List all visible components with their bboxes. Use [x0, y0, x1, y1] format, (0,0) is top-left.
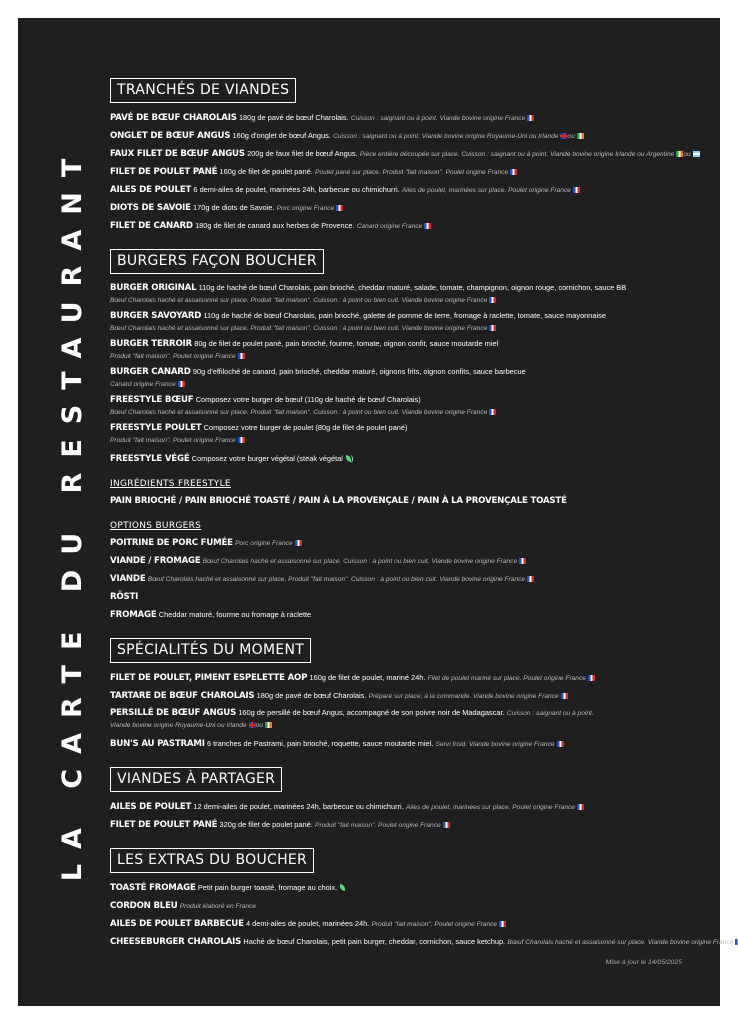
item-desc: 180g de pavé de bœuf Charolais. — [238, 113, 349, 122]
menu-item — [110, 163, 710, 181]
section-title: SPÉCIALITÉS DU MOMENT — [110, 638, 311, 663]
item-note: Produit "fait maison". Poulet origine France — [371, 921, 498, 928]
uk-flag-icon — [249, 722, 256, 728]
item-note: Cuisson : saignant ou à point. Viande bovine origine Royaume-Uni ou Irlande — [333, 133, 559, 140]
section-title: VIANDES À PARTAGER — [110, 767, 282, 792]
france-flag-icon — [489, 325, 496, 331]
menu-item — [110, 450, 710, 468]
section-extras — [110, 848, 734, 951]
item-note: Canard origine France — [110, 381, 176, 388]
menu-item — [110, 109, 710, 127]
item-name: BURGER ORIGINAL — [110, 283, 197, 293]
option-item — [110, 588, 710, 606]
uk-flag-icon — [560, 133, 567, 139]
section-title: TRANCHÉS DE VIANDES — [110, 78, 296, 103]
item-name: FAUX FILET DE BŒUF ANGUS — [110, 149, 245, 159]
item-desc: 6 tranches de Pastrami, pain brioché, roquette, sauce moutarde miel. — [206, 739, 434, 748]
item-or: ou — [567, 133, 575, 140]
update-date: Mise à jour le 14/05/2025 — [605, 959, 682, 966]
france-flag-icon — [557, 741, 564, 747]
item-name: PAVÉ DE BŒUF CHAROLAIS — [110, 113, 237, 123]
item-note: Cuisson : saignant ou à point. Viande bovine origine France — [350, 115, 526, 122]
option-name: VIANDE — [110, 574, 146, 584]
item-note: Bœuf Charolais haché et assaisonné sur place. Produit "fait maison". Cuisson : à point ou bien cuit. Viande bovine origine France — [110, 409, 488, 416]
item-name: FREESTYLE VÉGÉ — [110, 454, 190, 464]
option-item — [110, 552, 710, 570]
item-note: Produit "fait maison". Poulet origine France — [110, 437, 236, 444]
france-flag-icon — [519, 558, 526, 564]
france-flag-icon — [510, 169, 517, 175]
item-desc: 180g de filet de canard aux herbes de Provence. — [195, 221, 355, 230]
item-desc: 110g de haché de bœuf Charolais, pain brioché, galette de pomme de terre, fromage à raclette, tomate, sauce mayonnaise — [203, 311, 606, 320]
france-flag-icon — [588, 675, 595, 681]
ireland-flag-icon — [265, 722, 272, 728]
item-name: DIOTS DE SAVOIE — [110, 203, 191, 213]
menu-card — [18, 18, 734, 1006]
item-desc: 12 demi-ailes de poulet, marinées 24h, barbecue ou chimichurri. — [193, 802, 404, 811]
item-note: Ailes de poulet, marinées sur place. Poulet origine France — [401, 187, 571, 194]
item-note: Filet de poulet mariné sur place. Poulet origine France — [427, 675, 586, 682]
france-flag-icon — [295, 540, 302, 546]
item-note: Produit "fait maison". Poulet origine France — [315, 822, 441, 829]
section-title: BURGERS FAÇON BOUCHER — [110, 249, 324, 274]
breads-list — [110, 492, 710, 510]
item-or: ou — [683, 151, 691, 158]
item-note: Servi froid. Viande bovine origine France — [435, 741, 555, 748]
item-note: Canard origine France — [356, 223, 423, 230]
menu-item — [110, 897, 710, 915]
item-desc: Haché de bœuf Charolais, petit pain burger, cheddar, cornichon, sauce ketchup. — [243, 937, 506, 946]
section-specialites — [110, 638, 710, 753]
item-note: Bœuf Charolais haché et assaisonné sur place. Produit "fait maison". Cuisson : à point ou bien cuit. Viande bovine origine France — [110, 297, 488, 304]
option-name: RÖSTI — [110, 592, 139, 602]
item-desc: 90g d'effiloché de canard, pain brioché, cheddar maturé, oignons frits, oignon confits, sauce barbecue — [192, 367, 526, 376]
item-name: TOASTÉ FROMAGE — [110, 883, 196, 893]
france-flag-icon — [443, 822, 450, 828]
menu-item — [110, 282, 710, 306]
france-flag-icon — [424, 223, 431, 229]
option-name: FROMAGE — [110, 610, 157, 620]
item-name: FILET DE POULET PANÉ — [110, 820, 218, 830]
menu-item — [110, 879, 710, 897]
item-desc: Composez votre burger végétal (steak végétal — [191, 454, 343, 463]
france-flag-icon — [489, 297, 496, 303]
ireland-flag-icon — [577, 133, 584, 139]
france-flag-icon — [573, 187, 580, 193]
vertical-title: LA CARTE DU RESTAURANT — [57, 143, 89, 881]
france-flag-icon — [577, 804, 584, 810]
option-item — [110, 570, 710, 588]
menu-item — [110, 394, 710, 418]
menu-item — [110, 181, 710, 199]
subheading-options: OPTIONS BURGERS — [110, 521, 202, 531]
item-desc: Petit pain burger toasté, fromage au choix. — [197, 883, 338, 892]
item-name: FREESTYLE POULET — [110, 423, 202, 433]
menu-item — [110, 816, 710, 834]
option-name: POITRINE DE PORC FUMÉE — [110, 538, 233, 548]
menu-item — [110, 310, 710, 334]
menu-item — [110, 687, 710, 705]
item-desc: 4 demi-ailes de poulet, marinées 24h. — [245, 919, 370, 928]
item-desc: 110g de haché de bœuf Charolais, pain brioché, cheddar maturé, salade, tomate, champignon, oignon rouge, cornichon, sauce BB — [198, 283, 627, 292]
item-name: AILES DE POULET — [110, 802, 192, 812]
menu-item — [110, 798, 710, 816]
item-note: Produit "fait maison". Poulet origine France — [110, 353, 236, 360]
item-desc: 320g de filet de poulet pané. — [219, 820, 313, 829]
item-desc: 160g de persillé de bœuf Angus, accompagné de son poivre noir de Madagascar. — [238, 708, 505, 717]
option-item — [110, 534, 710, 552]
item-desc: 160g de filet de poulet, mariné 24h. — [309, 673, 426, 682]
menu-item — [110, 145, 710, 163]
item-desc: 200g de faux filet de bœuf Angus. — [247, 149, 358, 158]
item-name: FILET DE CANARD — [110, 221, 193, 231]
menu-item — [110, 669, 710, 687]
subheading-ingredients: INGRÉDIENTS FREESTYLE — [110, 479, 231, 489]
france-flag-icon — [489, 409, 496, 415]
item-desc: 160g de filet de poulet pané. — [219, 167, 313, 176]
leaf-icon — [340, 884, 345, 891]
france-flag-icon — [238, 437, 245, 443]
vertical-title-wrap — [38, 18, 108, 1006]
item-name: PERSILLÉ DE BŒUF ANGUS — [110, 708, 237, 718]
item-desc: 180g de pavé de bœuf Charolais. — [256, 691, 367, 700]
item-desc: 6 demi-ailes de poulet, marinées 24h, barbecue ou chimichurri. — [193, 185, 400, 194]
menu-item — [110, 199, 710, 217]
item-name: AILES DE POULET BARBECUE — [110, 919, 244, 929]
menu-item — [110, 707, 710, 731]
item-name: CORDON BLEU — [110, 901, 178, 911]
item-desc: 80g de filet de poulet pané, pain brioché, fourme, tomate, oignon confit, sauce moutarde miel — [194, 339, 499, 348]
item-desc: 160g d'onglet de bœuf Angus. — [232, 131, 331, 140]
item-name: BURGER SAVOYARD — [110, 311, 202, 321]
section-partager — [110, 767, 710, 834]
menu-item — [110, 366, 710, 390]
section-tranches — [110, 78, 710, 235]
section-burgers — [110, 249, 710, 624]
france-flag-icon — [527, 576, 534, 582]
item-note: Porc origine France — [276, 205, 335, 212]
item-name: BURGER TERROIR — [110, 339, 192, 349]
item-name: AILES DE POULET — [110, 185, 192, 195]
menu-item — [110, 915, 710, 933]
france-flag-icon — [178, 381, 185, 387]
breads-text: PAIN BRIOCHÉ / PAIN BRIOCHÉ TOASTÉ / PAIN À LA PROVENÇALE / PAIN À LA PROVENÇALE TOASTÉ — [110, 496, 567, 506]
france-flag-icon — [238, 353, 245, 359]
item-name: FILET DE POULET, PIMENT ESPELETTE AOP — [110, 673, 308, 683]
menu-item — [110, 217, 710, 235]
item-desc: Composez votre burger de bœuf (110g de haché de bœuf Charolais) — [195, 395, 421, 404]
item-desc-tail: ) — [350, 454, 354, 463]
france-flag-icon — [336, 205, 343, 211]
option-note: Bœuf Charolais haché et assaisonné sur place. Produit "fait maison". Cuisson : à point ou bien cuit. Viande bovine origine France — [147, 576, 526, 583]
menu-item — [110, 933, 734, 951]
item-name: BURGER CANARD — [110, 367, 191, 377]
menu-content — [110, 78, 734, 951]
item-note: Produit élaboré en France — [179, 903, 257, 910]
option-item — [110, 606, 710, 624]
france-flag-icon — [527, 115, 534, 121]
item-or: ou — [255, 722, 263, 729]
france-flag-icon — [561, 693, 568, 699]
item-note: Cuisson : saignant ou à point. — [506, 710, 594, 717]
option-note: Bœuf Charolais haché et assaisonné sur place. Cuisson : à point ou bien cuit. Viande bovine origine France — [202, 558, 518, 565]
menu-item — [110, 127, 710, 145]
item-name: BUN'S AU PASTRAMI — [110, 739, 205, 749]
option-name: VIANDE / FROMAGE — [110, 556, 201, 566]
item-note-2: Viande bovine origine Royaume-Uni ou Irlande — [110, 722, 247, 729]
item-desc: 170g de diots de Savoie. — [193, 203, 275, 212]
item-note: Bœuf Charolais haché et assaisonné sur place. Produit "fait maison". Cuisson : à point ou bien cuit. Viande bovine origine France — [110, 325, 488, 332]
item-name: TARTARE DE BŒUF CHAROLAIS — [110, 691, 255, 701]
item-note: Poulet pané sur place. Produit "fait maison". Poulet origine France — [315, 169, 509, 176]
item-name: FILET DE POULET PANÉ — [110, 167, 218, 177]
france-flag-icon — [499, 921, 506, 927]
menu-item — [110, 422, 710, 446]
option-desc: Cheddar maturé, fourme ou fromage à raclette — [158, 610, 312, 619]
item-note: Bœuf Charolais haché et assaisonné sur place. Viande bovine origine France — [507, 939, 734, 946]
option-note: Porc origine France — [235, 540, 293, 547]
item-name: CHEESEBURGER CHAROLAIS — [110, 937, 242, 947]
item-note: Préparé sur place, à la commande. Viande bovine origine France — [368, 693, 559, 700]
item-desc: Composez votre burger de poulet (80g de filet de poulet pané) — [203, 423, 408, 432]
section-title: LES EXTRAS DU BOUCHER — [110, 848, 314, 873]
menu-item — [110, 735, 710, 753]
menu-item — [110, 338, 710, 362]
item-name: ONGLET DE BŒUF ANGUS — [110, 131, 231, 141]
item-note: Pièce entière découpée sur place. Cuisson : saignant ou à point. Viande bovine origine Irlande ou Argentine — [359, 151, 675, 158]
argentina-flag-icon — [693, 151, 700, 157]
item-note: Ailes de poulet, marinées sur place. Poulet origine France — [405, 804, 575, 811]
item-name: FREESTYLE BŒUF — [110, 395, 194, 405]
